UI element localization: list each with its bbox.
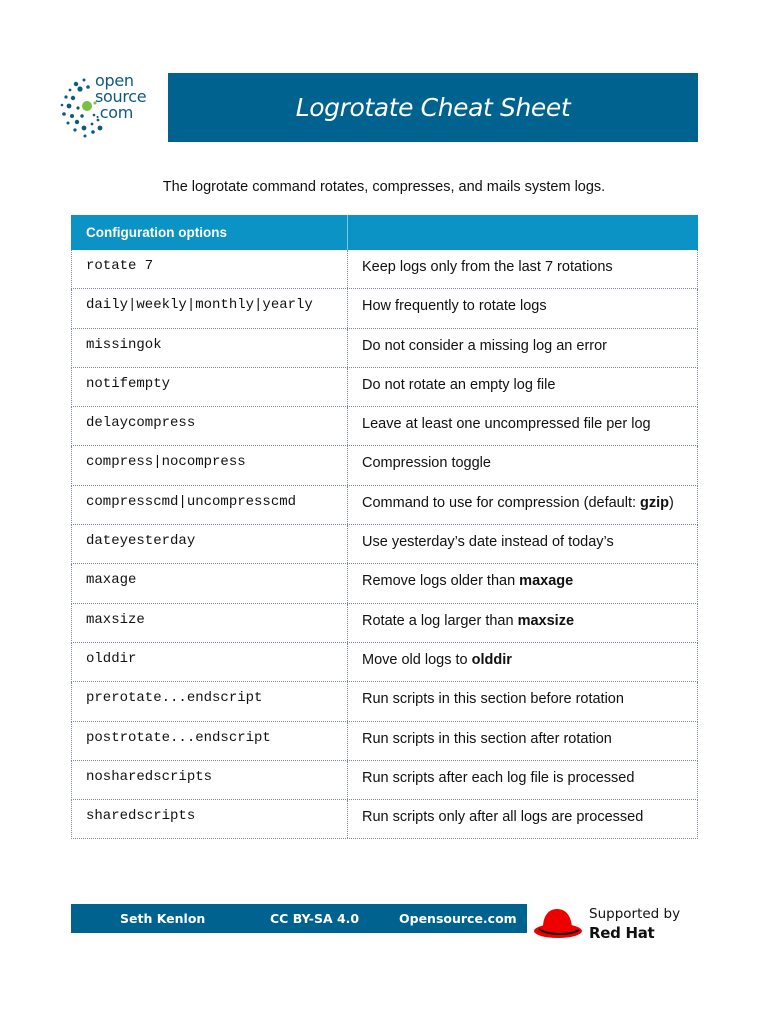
option-name: notifempty bbox=[72, 368, 348, 406]
option-name: compresscmd|uncompresscmd bbox=[72, 486, 348, 524]
description-text: Compression toggle bbox=[362, 455, 491, 472]
option-description bbox=[348, 564, 697, 602]
opensource-logo-text bbox=[95, 73, 165, 121]
description-text: Leave at least one uncompressed file per log bbox=[362, 416, 651, 433]
option-description bbox=[348, 446, 697, 484]
description-tail: ) bbox=[669, 494, 674, 511]
table-row bbox=[71, 761, 698, 800]
option-description bbox=[348, 250, 697, 288]
description-bold-term: maxsize bbox=[517, 612, 575, 629]
table-row bbox=[71, 643, 698, 682]
logo-line-com: .com bbox=[95, 103, 134, 122]
logo-line-open: open bbox=[95, 71, 134, 90]
option-description bbox=[348, 722, 697, 760]
intro-text: The logrotate command rotates, compresses, and mails system logs. bbox=[162, 179, 606, 195]
description-bold-term: maxage bbox=[519, 573, 574, 590]
table-row bbox=[71, 722, 698, 761]
description-bold-term: gzip bbox=[640, 494, 670, 511]
option-name: nosharedscripts bbox=[72, 761, 348, 799]
option-description bbox=[348, 289, 697, 327]
option-name: rotate 7 bbox=[72, 250, 348, 288]
description-text: Remove logs older than bbox=[362, 573, 520, 590]
description-text: Run scripts only after all logs are processed bbox=[362, 809, 644, 826]
option-name: maxage bbox=[72, 564, 348, 602]
description-text: How frequently to rotate logs bbox=[362, 298, 547, 315]
table-header-label: Configuration options bbox=[71, 215, 348, 250]
options-table bbox=[71, 215, 698, 839]
option-name: missingok bbox=[72, 329, 348, 367]
footer-author: Seth Kenlon bbox=[120, 911, 206, 926]
option-description bbox=[348, 407, 697, 445]
table-row bbox=[71, 604, 698, 643]
sponsor-supported-text: Supported by bbox=[589, 906, 681, 922]
table-body bbox=[71, 250, 698, 839]
option-name: olddir bbox=[72, 643, 348, 681]
description-text: Keep logs only from the last 7 rotations bbox=[362, 259, 613, 275]
table-row bbox=[71, 289, 698, 328]
option-description bbox=[348, 525, 697, 563]
sponsor-brand-text: Red Hat bbox=[589, 924, 655, 942]
footer-license: CC BY-SA 4.0 bbox=[270, 911, 360, 926]
footer-site: Opensource.com bbox=[399, 911, 517, 926]
description-text: Run scripts in this section after rotation bbox=[362, 730, 612, 747]
option-description bbox=[348, 604, 697, 642]
option-description bbox=[348, 486, 697, 524]
sponsor-block bbox=[533, 903, 693, 947]
table-row bbox=[71, 486, 698, 525]
description-text: Move old logs to bbox=[362, 651, 472, 668]
description-text: Rotate a log larger than bbox=[362, 612, 518, 629]
option-name: delaycompress bbox=[72, 407, 348, 445]
page-title: Logrotate Cheat Sheet bbox=[295, 93, 571, 122]
table-row bbox=[71, 800, 698, 839]
option-description bbox=[348, 761, 697, 799]
option-name: daily|weekly|monthly|yearly bbox=[72, 289, 348, 327]
table-row bbox=[71, 250, 698, 289]
description-text: Run scripts in this section before rotation bbox=[362, 691, 624, 708]
logo-line-source: source bbox=[95, 87, 147, 106]
title-banner bbox=[168, 73, 698, 142]
description-bold-term: olddir bbox=[471, 651, 512, 668]
option-name: postrotate...endscript bbox=[72, 722, 348, 760]
option-description bbox=[348, 643, 697, 681]
option-description bbox=[348, 682, 697, 720]
option-name: compress|nocompress bbox=[72, 446, 348, 484]
table-row bbox=[71, 329, 698, 368]
footer-bar bbox=[71, 904, 527, 933]
table-row bbox=[71, 682, 698, 721]
table-header bbox=[71, 215, 698, 250]
table-row bbox=[71, 446, 698, 485]
description-text: Command to use for compression (default: bbox=[362, 494, 641, 511]
option-description bbox=[348, 368, 697, 406]
description-text: Do not consider a missing log an error bbox=[362, 337, 608, 354]
description-text: Use yesterday’s date instead of today’s bbox=[362, 534, 614, 551]
table-row bbox=[71, 564, 698, 603]
redhat-logo-icon bbox=[533, 905, 583, 945]
option-name: sharedscripts bbox=[72, 800, 348, 838]
description-text: Run scripts after each log file is processed bbox=[362, 769, 635, 786]
table-row bbox=[71, 525, 698, 564]
table-header-empty bbox=[348, 215, 698, 250]
option-name: maxsize bbox=[72, 604, 348, 642]
option-name: dateyesterday bbox=[72, 525, 348, 563]
table-row bbox=[71, 368, 698, 407]
option-name: prerotate...endscript bbox=[72, 682, 348, 720]
option-description bbox=[348, 329, 697, 367]
option-description bbox=[348, 800, 697, 838]
table-row bbox=[71, 407, 698, 446]
description-text: Do not rotate an empty log file bbox=[362, 376, 556, 393]
